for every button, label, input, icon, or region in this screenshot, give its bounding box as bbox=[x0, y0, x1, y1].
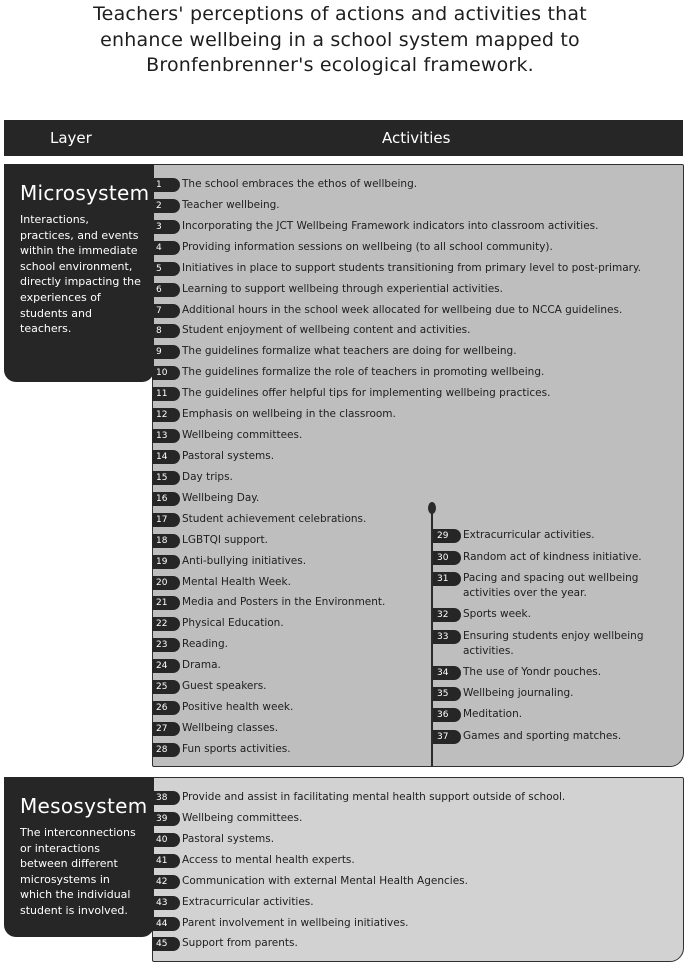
activity-item bbox=[152, 832, 677, 847]
item-text: Anti-bullying initiatives. bbox=[182, 554, 307, 567]
item-text: Pastoral systems. bbox=[182, 832, 275, 845]
activity-item bbox=[433, 729, 673, 744]
item-text: Media and Posters in the Environment. bbox=[182, 596, 386, 609]
activity-item bbox=[152, 303, 677, 318]
item-text: Reading. bbox=[182, 638, 228, 651]
item-text: Incorporating the JCT Wellbeing Framework indicators into classroom activities. bbox=[182, 219, 599, 232]
activity-item bbox=[152, 344, 677, 359]
activity-item bbox=[433, 629, 673, 659]
item-number-badge: 43 bbox=[152, 896, 180, 910]
activity-item bbox=[152, 240, 677, 255]
item-number-badge: 26 bbox=[152, 701, 180, 715]
item-number-badge: 14 bbox=[152, 450, 180, 464]
item-text: Extracurricular activities. bbox=[463, 529, 595, 541]
item-text: Emphasis on wellbeing in the classroom. bbox=[182, 408, 396, 421]
activity-item bbox=[152, 323, 677, 338]
activity-item bbox=[152, 742, 677, 757]
activity-item bbox=[152, 491, 677, 506]
layer-column-header: Layer bbox=[50, 129, 92, 147]
activities-column-header: Activities bbox=[382, 129, 451, 147]
activity-item bbox=[152, 386, 677, 401]
item-text: Teacher wellbeing. bbox=[182, 198, 280, 211]
item-number-badge: 1 bbox=[152, 178, 180, 192]
item-text: Additional hours in the school week allocated for wellbeing due to NCCA guidelines. bbox=[182, 303, 623, 316]
item-text: Initiatives in place to support students transitioning from primary level to post-primary. bbox=[182, 261, 642, 274]
item-number-badge: 44 bbox=[152, 917, 180, 931]
item-number-badge: 31 bbox=[433, 572, 461, 586]
item-text: Day trips. bbox=[182, 470, 233, 483]
item-text: Pastoral systems. bbox=[182, 450, 275, 462]
item-text: Parent involvement in wellbeing initiatives. bbox=[182, 916, 409, 929]
item-number-badge: 4 bbox=[152, 241, 180, 255]
item-text: Ensuring students enjoy wellbeing activities. bbox=[463, 630, 644, 657]
item-number-badge: 7 bbox=[152, 304, 180, 318]
item-number-badge: 33 bbox=[433, 630, 461, 644]
activity-item bbox=[433, 665, 673, 680]
activity-item bbox=[152, 282, 677, 297]
item-number-badge: 36 bbox=[433, 708, 461, 722]
item-text: The guidelines offer helpful tips for implementing wellbeing practices. bbox=[182, 387, 551, 400]
item-text: Guest speakers. bbox=[182, 680, 267, 693]
item-text: Pacing and spacing out wellbeing activities over the year. bbox=[463, 572, 639, 599]
item-number-badge: 9 bbox=[152, 345, 180, 359]
item-text: Wellbeing committees. bbox=[182, 429, 303, 441]
item-number-badge: 40 bbox=[152, 833, 180, 847]
activity-item bbox=[433, 686, 673, 701]
item-text: Wellbeing journaling. bbox=[463, 687, 574, 699]
item-text: Wellbeing committees. bbox=[182, 811, 303, 824]
item-text: The use of Yondr pouches. bbox=[463, 666, 602, 678]
activity-item bbox=[152, 936, 677, 951]
item-number-badge: 22 bbox=[152, 617, 180, 631]
activity-item bbox=[433, 607, 673, 622]
activity-item bbox=[152, 261, 677, 276]
item-number-badge: 13 bbox=[152, 429, 180, 443]
item-number-badge: 45 bbox=[152, 937, 180, 951]
item-number-badge: 11 bbox=[152, 387, 180, 401]
activity-item bbox=[152, 428, 677, 443]
activity-item bbox=[152, 895, 677, 910]
activity-item bbox=[152, 219, 677, 234]
item-text: Communication with external Mental Health Agencies. bbox=[182, 874, 468, 887]
activity-item bbox=[152, 470, 677, 485]
activity-item bbox=[152, 874, 677, 889]
microsystem-label: Microsystem bbox=[20, 181, 150, 205]
activity-item bbox=[433, 571, 673, 601]
activity-item bbox=[152, 198, 677, 213]
item-text: Sports week. bbox=[463, 608, 531, 620]
item-text: LGBTQI support. bbox=[182, 533, 268, 546]
item-number-badge: 28 bbox=[152, 743, 180, 757]
activity-item bbox=[152, 365, 677, 380]
item-number-badge: 30 bbox=[433, 551, 461, 565]
item-number-badge: 12 bbox=[152, 408, 180, 422]
activity-item bbox=[152, 916, 677, 931]
activity-item bbox=[152, 853, 677, 868]
item-text: Provide and assist in facilitating mental health support outside of school. bbox=[182, 791, 566, 803]
mesosystem-description: The interconnections or interactions between different microsystems in which the individual student is involved. bbox=[20, 826, 136, 917]
activity-item bbox=[152, 407, 677, 422]
table-header bbox=[4, 120, 683, 156]
activity-item bbox=[152, 177, 677, 192]
item-number-badge: 10 bbox=[152, 366, 180, 380]
item-number-badge: 16 bbox=[152, 492, 180, 506]
item-text: Random act of kindness initiative. bbox=[463, 551, 642, 563]
item-number-badge: 37 bbox=[433, 730, 461, 744]
item-number-badge: 29 bbox=[433, 529, 461, 543]
microsystem-layer-box bbox=[4, 164, 154, 382]
item-text: Positive health week. bbox=[182, 701, 294, 713]
item-number-badge: 5 bbox=[152, 262, 180, 276]
mesosystem-label: Mesosystem bbox=[20, 794, 148, 818]
activity-item bbox=[152, 512, 677, 527]
item-number-badge: 21 bbox=[152, 596, 180, 610]
item-number-badge: 35 bbox=[433, 687, 461, 701]
item-number-badge: 32 bbox=[433, 608, 461, 622]
item-text: Meditation. bbox=[463, 708, 523, 720]
item-number-badge: 17 bbox=[152, 513, 180, 527]
item-text: Drama. bbox=[182, 659, 221, 672]
activity-item bbox=[433, 550, 673, 565]
item-text: Games and sporting matches. bbox=[463, 730, 622, 742]
item-number-badge: 42 bbox=[152, 875, 180, 889]
item-text: Wellbeing Day. bbox=[182, 491, 260, 504]
activity-item bbox=[433, 528, 673, 543]
mesosystem-layer-box bbox=[4, 777, 154, 937]
item-text: Extracurricular activities. bbox=[182, 895, 314, 908]
item-number-badge: 24 bbox=[152, 659, 180, 673]
item-text: Student achievement celebrations. bbox=[182, 512, 367, 525]
item-number-badge: 3 bbox=[152, 220, 180, 234]
item-text: Learning to support wellbeing through experiential activities. bbox=[182, 282, 503, 295]
item-text: The guidelines formalize what teachers are doing for wellbeing. bbox=[182, 345, 517, 358]
activity-item bbox=[152, 811, 677, 826]
item-text: Student enjoyment of wellbeing content and activities. bbox=[182, 324, 471, 337]
item-number-badge: 27 bbox=[152, 722, 180, 736]
item-text: Access to mental health experts. bbox=[182, 853, 355, 866]
item-text: Wellbeing classes. bbox=[182, 721, 279, 734]
activity-item bbox=[152, 790, 677, 805]
activity-item bbox=[433, 707, 673, 722]
item-number-badge: 25 bbox=[152, 680, 180, 694]
microsystem-description: Interactions, practices, and events within the immediate school environment, directly impacting the experiences of students and teachers. bbox=[20, 213, 141, 336]
item-number-badge: 34 bbox=[433, 666, 461, 680]
item-number-badge: 18 bbox=[152, 534, 180, 548]
item-number-badge: 6 bbox=[152, 283, 180, 297]
item-text: Physical Education. bbox=[182, 617, 284, 630]
item-text: Fun sports activities. bbox=[182, 742, 291, 755]
item-text: The school embraces the ethos of wellbeing. bbox=[182, 178, 418, 190]
item-number-badge: 2 bbox=[152, 199, 180, 213]
item-number-badge: 19 bbox=[152, 555, 180, 569]
item-text: Providing information sessions on wellbeing (to all school community). bbox=[182, 240, 553, 253]
item-number-badge: 41 bbox=[152, 854, 180, 868]
item-number-badge: 15 bbox=[152, 471, 180, 485]
item-number-badge: 38 bbox=[152, 791, 180, 805]
activity-item bbox=[152, 449, 677, 464]
item-number-badge: 39 bbox=[152, 812, 180, 826]
item-number-badge: 23 bbox=[152, 638, 180, 652]
item-text: The guidelines formalize the role of teachers in promoting wellbeing. bbox=[182, 366, 545, 379]
item-number-badge: 20 bbox=[152, 576, 180, 590]
item-text: Mental Health Week. bbox=[182, 575, 291, 588]
item-number-badge: 8 bbox=[152, 324, 180, 338]
figure-title: Teachers' perceptions of actions and activities that enhance wellbeing in a school system mapped to Bronfenbrenner's ecological framework. bbox=[93, 3, 587, 76]
item-text: Support from parents. bbox=[182, 937, 298, 950]
